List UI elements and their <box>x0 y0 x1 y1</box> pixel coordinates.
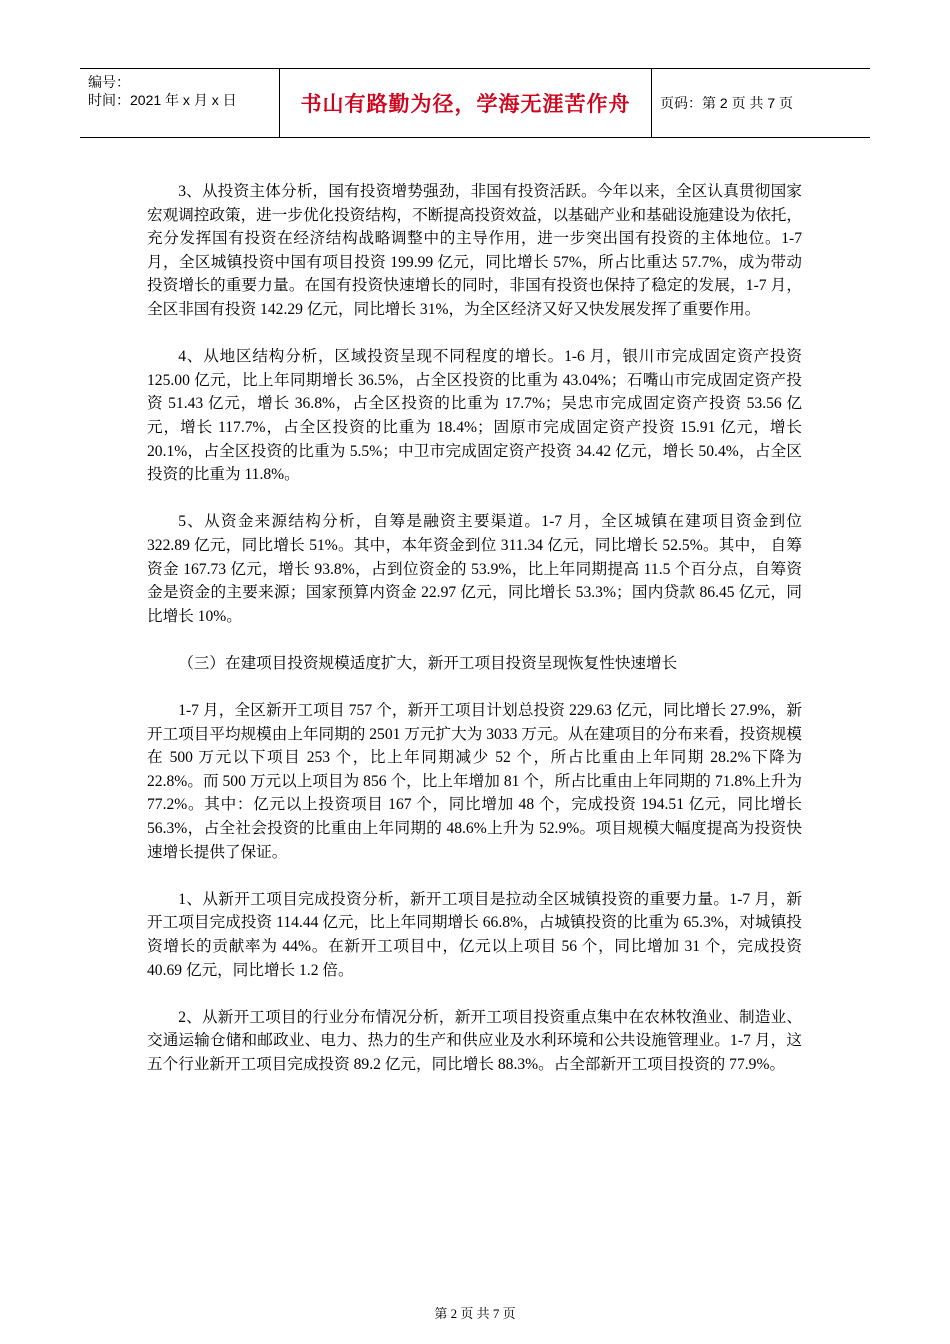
document-body <box>147 180 802 1100</box>
header-meta <box>80 69 280 137</box>
document-date-label: 时间：2021 年 x 月 x 日 <box>88 92 237 108</box>
document-number-label: 编号： <box>88 74 130 90</box>
header-motto: 书山有路勤为径，学海无涯苦作舟 <box>280 69 652 137</box>
page-header <box>80 68 870 138</box>
paragraph-industry-distribution: 2、从新开工项目的行业分布情况分析，新开工项目投资重点集中在农林牧渔业、制造业、交通运输仓储和邮政业、电力、热力的生产和供应业及水利环境和公共设施管理业。1-7 月，这五个行业新开工项目完成投资 89.2 亿元，同比增长 88.3%。占全部新开工项目投资的 77.9%。 <box>147 1008 802 1073</box>
header-page-info: 页码：第 2 页 共 7 页 <box>660 95 794 111</box>
paragraph-investment-subject: 3、从投资主体分析，国有投资增势强劲，非国有投资活跃。今年以来，全区认真贯彻国家宏观调控政策，进一步优化投资结构，不断提高投资效益，以基础产业和基础设施建设为依托，充分发挥国有投资在经济结构战略调整中的主导作用，进一步突出国有投资的主体地位。1-7 月，全区城镇投资中国有项目投资 199.99 亿元，同比增长 57%，所占比重达 57.7%，成为带动投资增长的重要力量。在国有投资快速增长的同时，非国有投资也保持了稳定的发展，1-7 月，全区非国有投资 142.29 亿元，同比增长 31%，为全区经济又好又快发展发挥了重要作用。 <box>147 183 802 318</box>
paragraph-new-project-investment: 1、从新开工项目完成投资分析，新开工项目是拉动全区城镇投资的重要力量。1-7 月，新开工项目完成投资 114.44 亿元，比上年同期增长 66.8%，占城镇投资的比重为 65.3%，对城镇投资增长的贡献率为 44%。在新开工项目中，亿元以上项目 56 个，同比增加 31 个，完成投资 40.69 亿元，同比增长 1.2 倍。 <box>147 890 802 979</box>
paragraph-regional-structure: 4、从地区结构分析，区域投资呈现不同程度的增长。1-6 月，银川市完成固定资产投资 125.00 亿元，比上年同期增长 36.5%，占全区投资的比重为 43.04%；石嘴山市完成固定资产投资 51.43 亿元，增长 36.8%，占全区投资的比重为 17.7%；吴忠市完成固定资产投资 53.56 亿元，增长 117.7%，占全区投资的比重为 18.4%；固原市完成固定资产投资 15.91 亿元，增长 20.1%，占全区投资的比重为 5.5%；中卫市完成固定资产投资 34.42 亿元，增长 50.4%，占全区投资的比重为 11.8%。 <box>147 348 802 484</box>
page-footer: 第 2 页 共 7 页 <box>434 1306 516 1321</box>
paragraph-funding-sources: 5、从资金来源结构分析，自筹是融资主要渠道。1-7 月，全区城镇在建项目资金到位 322.89 亿元，同比增长 51%。其中，本年资金到位 311.34 亿元，同比增长 52.5%。其中， 自筹资金 167.73 亿元，增长 93.8%，占到位资金的 53.9%，比上年同期提高 11.5 个百分点，自筹资金是资金的主要来源；国家预算内资金 22.97 亿元，同比增长 53.3%；国内贷款 86.45 亿元，同比增长 10%。 <box>147 513 802 625</box>
paragraph-new-projects: 1-7 月，全区新开工项目 757 个，新开工项目计划总投资 229.63 亿元，同比增长 27.9%，新开工项目平均规模由上年同期的 2501 万元扩大为 3033 万元。从在建项目的分布来看，投资规模在 500 万元以下项目 253 个，比上年同期减少 52 个，所占比重由上年同期 28.2%下降为 22.8%。而 500 万元以上项目为 856 个，比上年增加 81 个，所占比重由上年同期的 71.8%上升为 77.2%。其中：亿元以上投资项目 167 个，同比增加 48 个，完成投资 194.51 亿元，同比增长 56.3%，占全社会投资的比重由上年同期的 48.6%上升为 52.9%。项目规模大幅度提高为投资快速增长提供了保证。 <box>147 702 802 861</box>
section-heading: （三）在建项目投资规模适度扩大，新开工项目投资呈现恢复性快速增长 <box>178 654 678 672</box>
